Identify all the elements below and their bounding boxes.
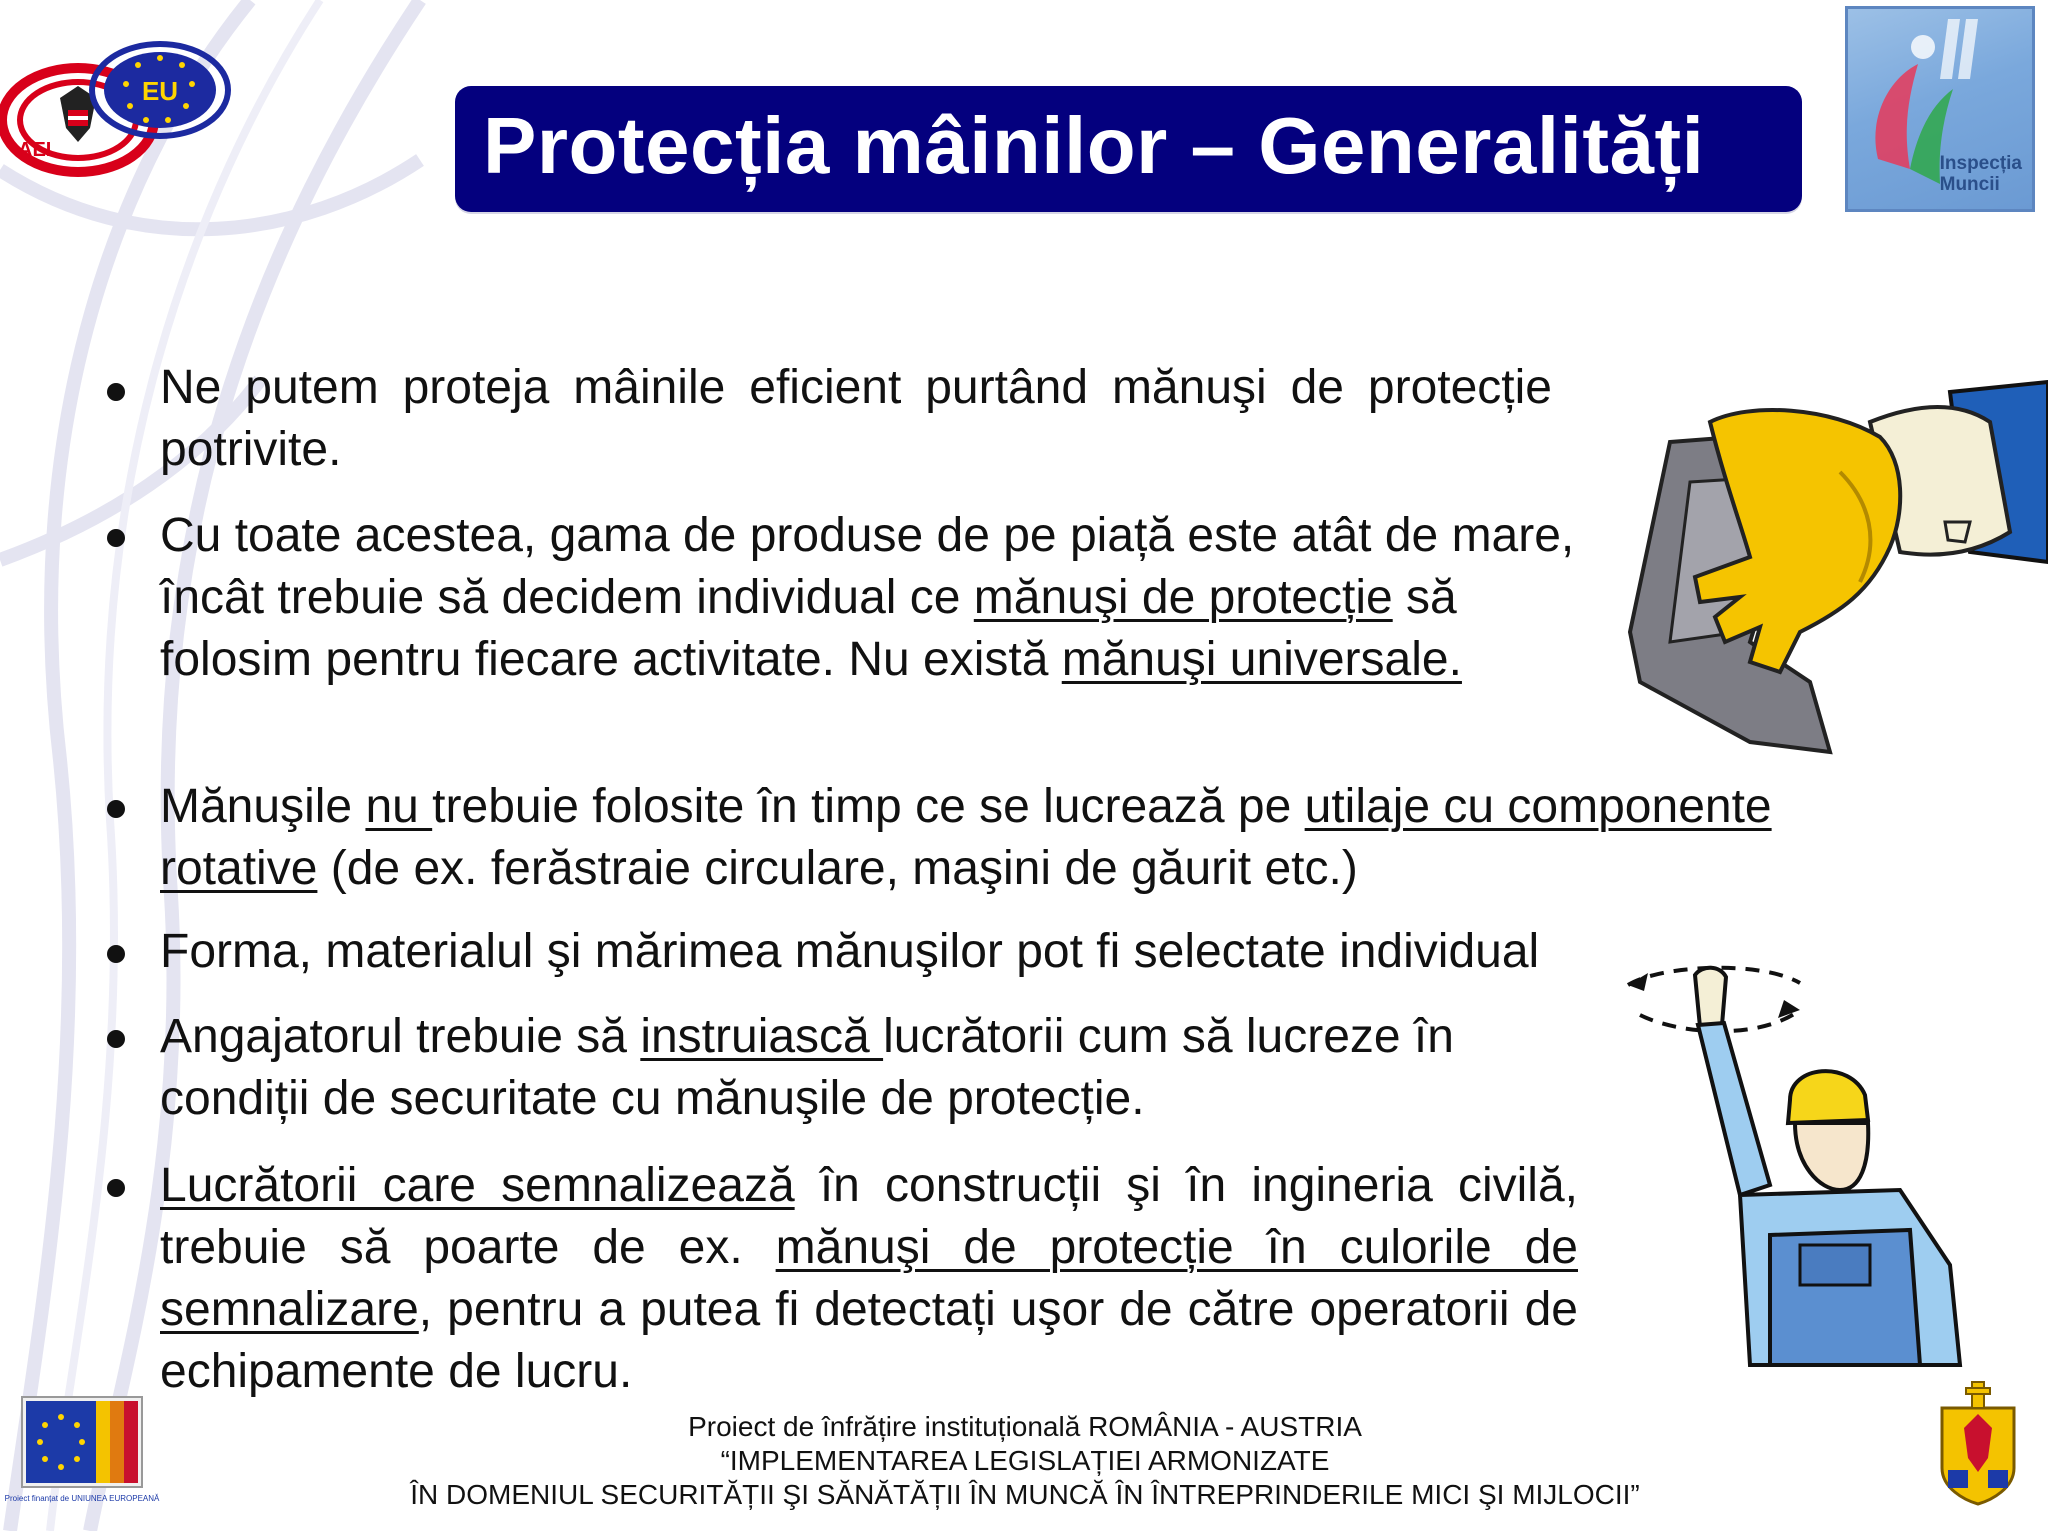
romania-coat-of-arms-icon	[1932, 1378, 2024, 1506]
underlined-text: utilaje cu componente rotative	[160, 780, 1772, 895]
bullet-dot	[107, 800, 125, 818]
svg-text:EU: EU	[141, 76, 179, 106]
bullet-text: lucrătorii cum să lucreze în condiții de securitate cu mănuşile de protecție.	[160, 1010, 1454, 1125]
bullet-dot	[107, 945, 125, 963]
bullet-item-1	[160, 357, 1552, 481]
underlined-text: Lucrătorii care semnalizează	[160, 1159, 795, 1212]
footer-line-2: “IMPLEMENTAREA LEGISLAȚIEI ARMONIZATE	[720, 1445, 1330, 1476]
signal-worker-illustration	[1620, 965, 2000, 1365]
bullet-item-4	[160, 921, 1640, 983]
bullet-dot	[107, 1030, 125, 1048]
bullet-text: Cu toate acestea, gama de produse de pe piață este atât de mare, încât trebuie să decidem individual ce	[160, 509, 1575, 624]
bullet-text: Forma, materialul şi mărimea mănuşilor pot fi selectate individual	[160, 925, 1540, 978]
eu-project-logo	[4, 1397, 160, 1512]
bullet-dot	[107, 1179, 125, 1197]
svg-text:AEI: AEI	[18, 139, 52, 161]
aei-eu-logo	[0, 38, 240, 178]
underlined-text: nu	[365, 780, 433, 833]
inspectia-muncii-logo	[1845, 6, 2035, 212]
muncii-label: Muncii	[1939, 174, 2000, 195]
underlined-text: mănuşi universale.	[1061, 633, 1462, 686]
underlined-text: mănuşi de protecție în culorile de semnalizare	[160, 1221, 1578, 1336]
bullet-text: Ne putem proteja mâinile eficient purtând mănuşi de protecție potrivite.	[160, 361, 1552, 476]
inspectia-label: Inspecția	[1939, 153, 2022, 174]
bullet-text: în construcții şi în ingineria civilă, trebuie să poarte de ex.	[160, 1159, 1578, 1274]
bullet-text: , pentru a putea fi detectați uşor de către operatorii de echipamente de lucru.	[160, 1283, 1578, 1398]
bullet-item-2	[160, 505, 1600, 691]
svg-text:Proiect finanțat de UNIUNEA EU: Proiect finanțat de UNIUNEA EUROPEANĂ	[4, 1494, 160, 1503]
title-bar	[455, 86, 1802, 212]
bullet-text: Angajatorul trebuie să	[160, 1010, 641, 1063]
bullet-item-5	[160, 1006, 1590, 1130]
footer	[380, 1410, 1670, 1512]
bullet-text: trebuie folosite în timp ce se lucrează pe	[432, 780, 1305, 833]
underlined-text: instruiască	[640, 1010, 884, 1063]
bullet-text: (de ex. ferăstraie circulare, maşini de găurit etc.)	[317, 842, 1358, 895]
footer-line-1: Proiect de înfrățire instituțională ROMÂNIA - AUSTRIA	[688, 1411, 1362, 1442]
underlined-text: mănuşi de protecție	[973, 571, 1393, 624]
bullet-text: să folosim pentru fiecare activitate. Nu există	[160, 571, 1457, 686]
bullet-item-6	[160, 1155, 1578, 1403]
footer-line-3: ÎN DOMENIUL SECURITĂȚII ŞI SĂNĂTĂȚII ÎN MUNCĂ ÎN ÎNTREPRINDERILE MICI ŞI MIJLOCII”	[410, 1479, 1640, 1510]
gloves-illustration	[1630, 382, 2048, 752]
bullet-dot	[107, 529, 125, 547]
bullet-dot	[107, 383, 125, 401]
slide-title: Protecția mâinilor – Generalități	[483, 101, 1705, 190]
bullet-item-3	[160, 776, 1940, 900]
bullet-text: Mănuşile	[160, 780, 366, 833]
